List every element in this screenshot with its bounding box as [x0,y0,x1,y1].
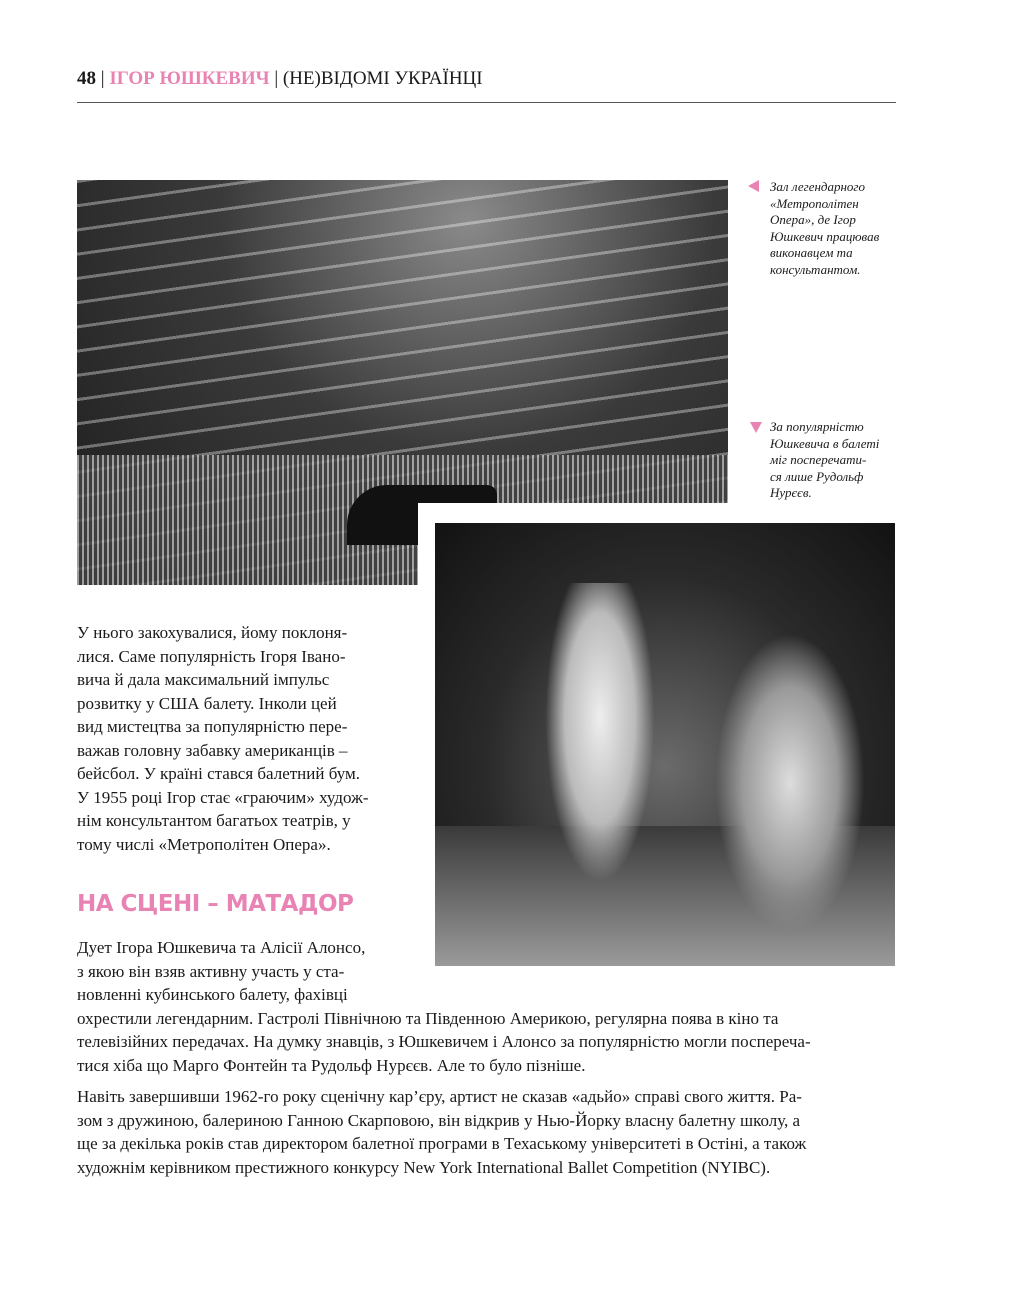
separator: | [274,68,279,89]
text-line: важав головну забавку американців – [77,740,348,760]
ballet-dancers-photo [435,523,895,966]
text-line: тися хіба що Марго Фонтейн та Рудольф Нурєєв. Але то було пізніше. [77,1055,586,1075]
text-line: консультантом. [770,261,861,277]
text-line: ся лише Рудольф [770,468,864,484]
text-line: телевізійних передачах. На думку знавців, з Юшкевичем і Алонсо за популярністю могли посперечa- [77,1032,811,1051]
section-heading: НА СЦЕНІ – МАТАДОР [77,891,354,917]
text-line: Навіть завершивши 1962-го року сценічну кар’єру, артист не сказав «адьйо» справі свого життя. Ра- [77,1087,802,1106]
text-line: Нурєєв. [770,485,812,500]
text-line: нім консультантом багатьох театрів, у [77,811,351,830]
text-line: Юшкевич працював [770,228,880,244]
triangle-down-icon [750,422,762,433]
text-line: виконавцем та [770,245,853,260]
text-line: «Метрополітен [770,195,859,211]
text-line: У 1955 році Ігор стає «граючим» худож- [77,787,369,807]
series-title: (НЕ)ВІДОМІ УКРАЇНЦІ [282,68,483,89]
triangle-left-icon [748,180,759,192]
text-line: тому числі «Метрополітен Опера». [77,834,331,854]
photo-ballerina [545,583,655,883]
text-line: Зал легендарного [770,179,866,194]
text-line: художнім керівником престижного конкурсу New York International Ballet Competition (NYIBC). [77,1157,771,1177]
running-header [77,68,483,90]
text-line: охрестили легендарним. Гастролі Північною та Південною Америкою, регулярна поява в кіно та [77,1008,779,1028]
text-line: Опера», де Ігор [770,212,856,227]
text-line: новленні кубинського балету, фахівці [77,985,348,1004]
text-line: міг посперечати- [770,452,867,467]
caption-dancers [770,419,910,502]
text-line: У нього закохувалися, йому поклоня- [77,623,348,642]
text-line: Юшкевича в балеті [770,435,880,451]
text-line: з якою він взяв активну участь у ста- [77,961,345,981]
text-line: розвитку у США балету. Інколи цей [77,693,337,713]
text-line: вича й дала максимальний імпульс [77,670,330,689]
text-line: Дует Ігора Юшкевича та Алісії Алонсо, [77,938,366,957]
text-line: бейсбол. У країні стався балетний бум. [77,764,361,783]
text-line: вид мистецтва за популярністю пере- [77,717,348,736]
separator: | [100,68,105,89]
caption-opera-hall [770,179,910,278]
page-number: 48 [77,68,96,89]
header-rule [77,102,896,103]
author-name: ІГОР ЮШКЕВИЧ [109,68,270,89]
photo-male-dancer [715,633,865,933]
text-line: ще за декілька років став директором балетної програми в Техаському університеті в Остіні, а також [77,1134,807,1153]
text-line: зом з дружиною, балериною Ганною Скарповою, він відкрив у Нью-Йорку власну балетну школу, а [77,1110,801,1130]
text-line: За популярністю [770,419,864,434]
text-line: лися. Саме популярність Ігоря Івано- [77,646,346,666]
